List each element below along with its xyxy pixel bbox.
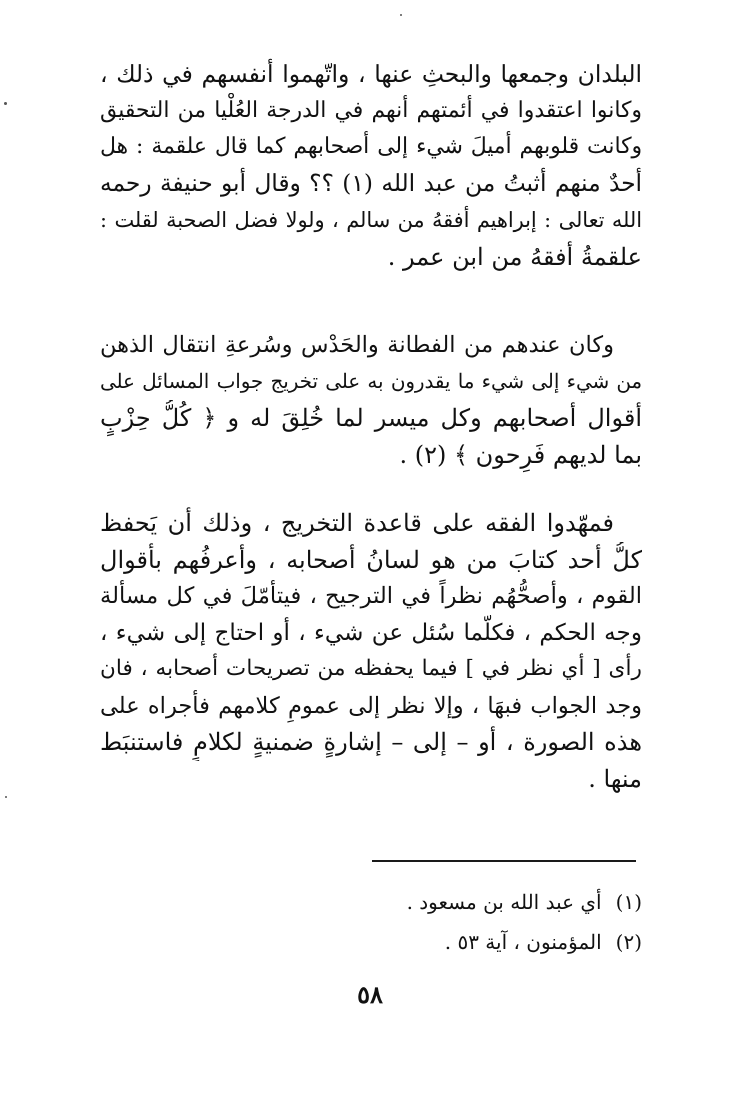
scan-speck: [5, 796, 7, 798]
text-line: بما لديهم فَرِحون ﴾ (٢) .: [399, 440, 642, 469]
paragraph-1: [100, 56, 642, 275]
text-line: منها .: [588, 764, 642, 793]
footnote-number: (١): [615, 890, 642, 914]
paragraph-3: [100, 505, 642, 797]
footnote-1: [300, 882, 642, 922]
footnotes: [300, 882, 642, 962]
text-line: وكان عندهم من الفطانة والحَدْس وسُرعةِ انتقال الذهن: [100, 332, 614, 358]
text-line: هذه الصورة ، أو – إلى – إشارةٍ ضمنيةٍ لكلامٍ فاستنبَط: [100, 728, 642, 756]
footnote-number: (٢): [615, 930, 642, 954]
text-line: رأى [ أي نظر في ] فيما يحفظه من تصريحات أصحابه ، فان: [100, 656, 642, 681]
text-line: أحدٌ منهم أثبتُ من عبد الله (١) ؟؟ وقال أبو حنيفة رحمه: [100, 169, 642, 197]
text-line: البلدان وجمعها والبحثِ عنها ، واتّهموا أنفسهم في ذلك ،: [100, 60, 642, 88]
scan-speck: [4, 102, 7, 105]
footnote-text: المؤمنون ، آية ٥٣ .: [444, 930, 602, 954]
text-line: كلُّ أحد كتابَ من هو لسانُ أصحابه ، وأعرفُهم بأقوال: [100, 545, 642, 574]
text-line: وكانوا اعتقدوا في أئمتهم أنهم في الدرجة العُلْيا من التحقيق: [100, 97, 642, 123]
text-line: أقوال أصحابهم وكل ميسر لما خُلِقَ له و ﴿ كُلُّ حِزْبٍ: [100, 404, 642, 432]
paragraph-2: [100, 327, 642, 473]
text-line: الله تعالى : إبراهيم أفقهُ من سالم ، ولولا فضل الصحبة لقلت :: [100, 208, 642, 232]
page-number: ٥٨: [357, 980, 383, 1009]
text-line: وكانت قلوبهم أميلَ شيء إلى أصحابهم كما قال علقمة : هل: [100, 134, 642, 159]
text-line: وجد الجواب فبهَا ، وإلا نظر إلى عمومِ كلامهم فأجراه على: [100, 692, 642, 719]
scan-speck: [400, 14, 402, 16]
footnote-2: [300, 922, 642, 962]
text-line: وجه الحكم ، فكلّما سُئل عن شيء ، أو احتاج إلى شيء ،: [100, 619, 642, 646]
footnote-divider: [372, 860, 636, 862]
text-line: من شيء إلى شيء ما يقدرون به على تخريج جواب المسائل على: [100, 369, 642, 393]
text-line: علقمةُ أفقهُ من ابن عمر .: [387, 242, 642, 271]
text-line: فمهّدوا الفقه على قاعدة التخريج ، وذلك أن يَحفظ: [100, 509, 614, 537]
text-line: القوم ، وأصحُّهُم نظراً في الترجيح ، فيتأمّلَ في كل مسألة: [100, 583, 642, 609]
footnote-text: أي عبد الله بن مسعود .: [406, 890, 602, 914]
